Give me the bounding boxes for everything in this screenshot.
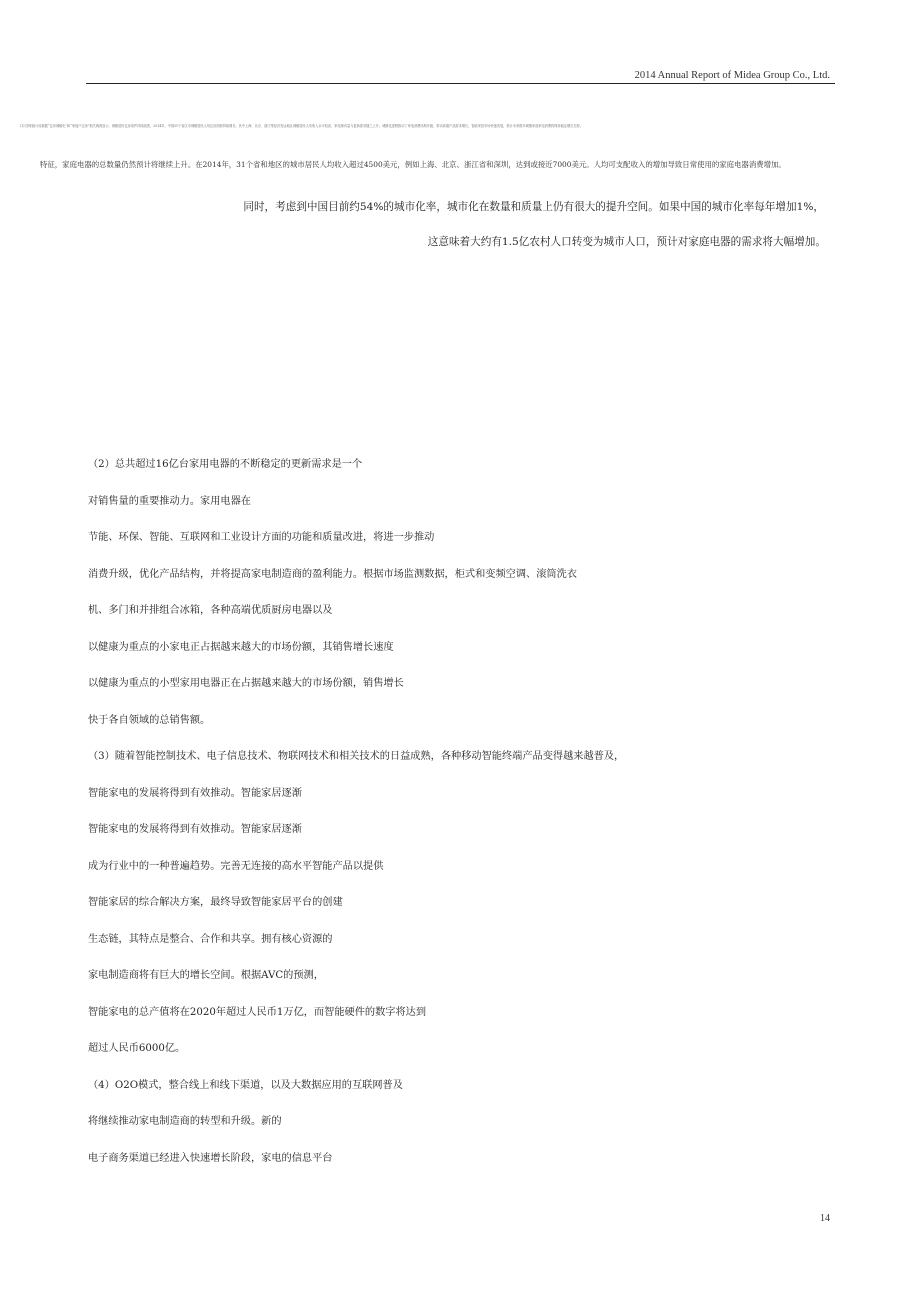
body-line: 消费升级，优化产品结构，并将提高家电制造商的盈利能力。根据市场监测数据，柜式和变频空调、滚筒洗衣 [88, 569, 577, 580]
body-line: 快于各自领域的总销售额。 [88, 715, 211, 726]
body-line: 智能家电的发展将得到有效推动。智能家居逐渐 [88, 788, 302, 799]
urbanization-line-2: 这意味着大约有1.5亿农村人口转变为城市人口，预计对家庭电器的需求将大幅增加。 [427, 236, 826, 248]
intro-paragraph: 特征，家庭电器的总数量仍然预计将继续上升。在2014年，31个省和地区的城市居民人均收入超过4500美元，例如上海、北京、浙江省和深圳，达到或接近7000美元。人均可支配收入的增加导致日常使用的家庭电器消费增加。 [40, 160, 786, 169]
footnote-text: (1) 国家统计局数据“住房城镇化”和“家庭户住房”相关调查显示，城镇居民住房条件持续改善，2014年，中国31个省区市城镇居民人均住房面积持续增长。其中上海、北京、浙江等经济发达地区城镇居民人均收入水平较高，家电保有量与更新需求随之上升。城镇化进程推动了家电消费结构升级，带动高端产品需求增长，智能家居市场快速发展，预计未来数年城镇家庭家电消费将保持稳定增长态势。 [20, 124, 583, 128]
body-line: 智能家电的发展将得到有效推动。智能家居逐渐 [88, 824, 302, 835]
report-header-title: 2014 Annual Report of Midea Group Co., Ltd. [634, 70, 830, 81]
body-line: 智能家居的综合解决方案，最终导致智能家居平台的创建 [88, 897, 343, 908]
body-line: （4）O2O模式，整合线上和线下渠道，以及大数据应用的互联网普及 [88, 1080, 403, 1091]
body-line: 智能家电的总产值将在2020年超过人民币1万亿，而智能硬件的数字将达到 [88, 1007, 427, 1018]
body-line: （3）随着智能控制技术、电子信息技术、物联网技术和相关技术的日益成熟，各种移动智能终端产品变得越来越普及， [88, 751, 625, 762]
body-line: （2）总共超过16亿台家用电器的不断稳定的更新需求是一个 [88, 459, 363, 470]
header-divider [86, 83, 835, 84]
body-line: 以健康为重点的小家电正占据越来越大的市场份额，其销售增长速度 [88, 642, 394, 653]
body-line: 超过人民币6000亿。 [88, 1043, 186, 1054]
body-line: 家电制造商将有巨大的增长空间。根据AVC的预测， [88, 970, 324, 981]
body-line: 以健康为重点的小型家用电器正在占据越来越大的市场份额，销售增长 [88, 678, 404, 689]
urbanization-line-1: 同时，考虑到中国目前约54%的城市化率，城市化在数量和质量上仍有很大的提升空间。如果中国的城市化率每年增加1%， [243, 201, 824, 213]
body-line: 成为行业中的一种普遍趋势。完善无连接的高水平智能产品以提供 [88, 861, 384, 872]
body-line: 电子商务渠道已经进入快速增长阶段，家电的信息平台 [88, 1153, 333, 1164]
body-line: 将继续推动家电制造商的转型和升级。新的 [88, 1116, 282, 1127]
body-line: 生态链，其特点是整合、合作和共享。拥有核心资源的 [88, 934, 333, 945]
body-line: 节能、环保、智能、互联网和工业设计方面的功能和质量改进，将进一步推动 [88, 532, 435, 543]
page-number: 14 [820, 1213, 830, 1224]
body-line: 对销售量的重要推动力。家用电器在 [88, 496, 251, 507]
body-line: 机、多门和并排组合冰箱，各种高端优质厨房电器以及 [88, 605, 333, 616]
